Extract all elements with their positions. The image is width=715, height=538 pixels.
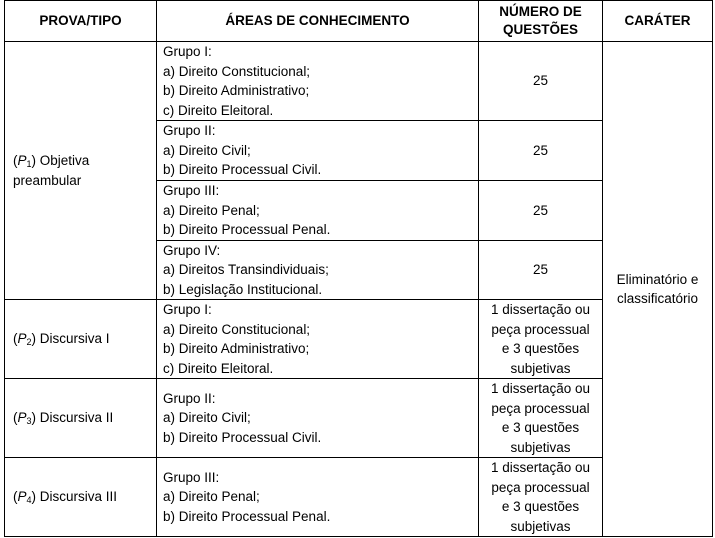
prova-p1-cell: $(P_1)$ Objetiva preambular	[5, 42, 157, 300]
header-areas: ÁREAS DE CONHECIMENTO	[157, 1, 479, 42]
areas-cell: Grupo I: a) Direito Constitucional; b) Direito Administrativo; c) Direito Eleitoral.	[157, 300, 479, 379]
questoes-cell: 1 dissertação ou peça processual e 3 questões subjetivas	[479, 458, 603, 537]
header-numero-questoes: NÚMERO DE QUESTÕES	[479, 1, 603, 42]
header-prova-tipo: PROVA/TIPO	[5, 1, 157, 42]
questoes-cell: 25	[479, 42, 603, 121]
exam-structure-table	[4, 0, 713, 537]
carater-cell: Eliminatório e classificatório	[603, 42, 713, 537]
areas-cell: Grupo II: a) Direito Civil; b) Direito Processual Civil.	[157, 379, 479, 458]
header-row	[5, 1, 713, 42]
prova-p2-cell: $(P_2)$ Discursiva I	[5, 300, 157, 379]
questoes-cell: 25	[479, 121, 603, 181]
questoes-cell: 25	[479, 240, 603, 300]
questoes-cell: 1 dissertação ou peça processual e 3 questões subjetivas	[479, 379, 603, 458]
areas-cell: Grupo III: a) Direito Penal; b) Direito Processual Penal.	[157, 181, 479, 241]
questoes-cell: 1 dissertação ou peça processual e 3 questões subjetivas	[479, 300, 603, 379]
header-carater: CARÁTER	[603, 1, 713, 42]
areas-cell: Grupo III: a) Direito Penal; b) Direito Processual Penal.	[157, 458, 479, 537]
questoes-cell: 25	[479, 181, 603, 241]
prova-p3-cell: $(P_3)$ Discursiva II	[5, 379, 157, 458]
areas-cell: Grupo I: a) Direito Constitucional; b) Direito Administrativo; c) Direito Eleitoral.	[157, 42, 479, 121]
areas-cell: Grupo IV: a) Direitos Transindividuais; b) Legislação Institucional.	[157, 240, 479, 300]
prova-p4-cell: $(P_4)$ Discursiva III	[5, 458, 157, 537]
areas-cell: Grupo II: a) Direito Civil; b) Direito Processual Civil.	[157, 121, 479, 181]
table-row	[5, 42, 713, 121]
